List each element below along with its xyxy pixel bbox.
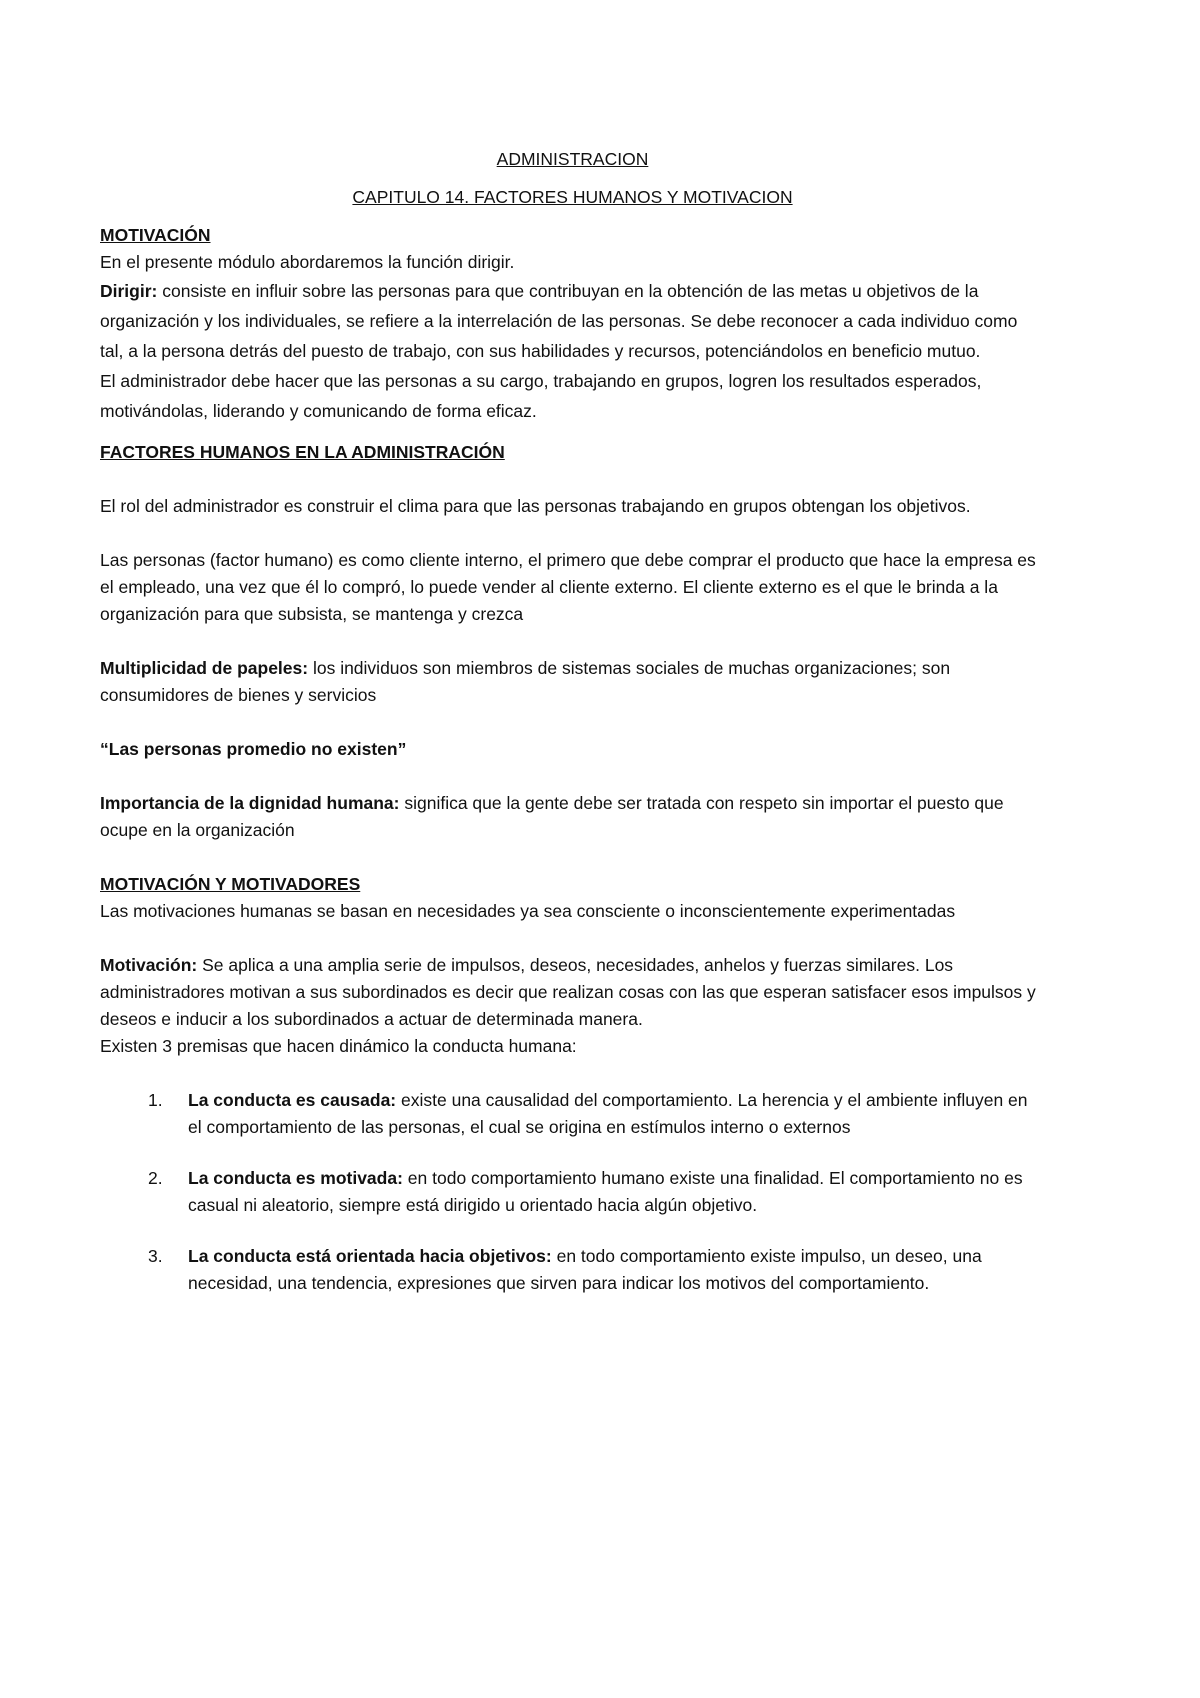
section-heading-motivacion: MOTIVACIÓN bbox=[100, 225, 211, 245]
quote-paragraph: “Las personas promedio no existen” bbox=[100, 739, 407, 759]
personas-paragraph: Las personas (factor humano) es como cliente interno, el primero que debe comprar el producto que hace la empresa es el empleado, una vez que él lo compró, lo puede vender al cliente externo. El cliente externo es el que le brinda a la organización para que subsista, se mantenga y crezca bbox=[100, 550, 1036, 624]
multiplicidad-term: Multiplicidad de papeles: bbox=[100, 658, 309, 678]
premisas-list bbox=[100, 1087, 1045, 1297]
rol-paragraph: El rol del administrador es construir el clima para que las personas trabajando en grupos obtengan los objetivos. bbox=[100, 496, 971, 516]
list-item-text: en todo comportamiento existe impulso, un deseo, una necesidad, una tendencia, expresiones que sirven para indicar los motivos del comportamiento. bbox=[188, 1246, 982, 1293]
list-item bbox=[100, 1087, 1045, 1141]
intro-paragraph: En el presente módulo abordaremos la función dirigir. bbox=[100, 252, 515, 272]
motivacion-paragraph bbox=[100, 952, 1045, 1033]
administrador-paragraph: El administrador debe hacer que las personas a su cargo, trabajando en grupos, logren los resultados esperados, motivándolas, liderando y comunicando de forma eficaz. bbox=[100, 371, 982, 421]
list-item-number: 1. bbox=[148, 1090, 163, 1110]
list-item-text: existe una causalidad del comportamiento. La herencia y el ambiente influyen en el comportamiento de las personas, el cual se origina en estímulos interno o externos bbox=[188, 1090, 1028, 1137]
list-item-number: 3. bbox=[148, 1246, 163, 1266]
document-title: ADMINISTRACION bbox=[496, 149, 649, 169]
dignidad-definition: significa que la gente debe ser tratada con respeto sin importar el puesto que ocupe en la organización bbox=[100, 793, 1004, 840]
dirigir-paragraph bbox=[100, 276, 1045, 366]
multiplicidad-definition: los individuos son miembros de sistemas sociales de muchas organizaciones; son consumidores de bienes y servicios bbox=[100, 658, 951, 705]
dirigir-definition: consiste en influir sobre las personas para que contribuyan en la obtención de las metas u objetivos de la organización y los individuales, se refiere a la interrelación de las personas. Se debe reconocer a cada individuo como tal, a la persona detrás del puesto de trabajo, con sus habilidades y recursos, potenciándolos en beneficio mutuo. bbox=[100, 281, 1018, 361]
list-item-term: La conducta está orientada hacia objetivos: bbox=[188, 1246, 552, 1266]
multiplicidad-paragraph bbox=[100, 655, 1045, 709]
list-item-number: 2. bbox=[148, 1168, 163, 1188]
motivacion-term: Motivación: bbox=[100, 955, 198, 975]
document-body bbox=[100, 146, 1045, 1321]
premisas-intro: Existen 3 premisas que hacen dinámico la conducta humana: bbox=[100, 1036, 577, 1056]
list-item-term: La conducta es causada: bbox=[188, 1090, 397, 1110]
motivaciones-paragraph: Las motivaciones humanas se basan en necesidades ya sea consciente o inconscientemente experimentadas bbox=[100, 901, 956, 921]
section-heading-motivacion-motivadores: MOTIVACIÓN Y MOTIVADORES bbox=[100, 874, 361, 894]
chapter-title: CAPITULO 14. FACTORES HUMANOS Y MOTIVACION bbox=[352, 187, 793, 207]
dignidad-term: Importancia de la dignidad humana: bbox=[100, 793, 400, 813]
list-item bbox=[100, 1165, 1045, 1219]
list-item-text: en todo comportamiento humano existe una finalidad. El comportamiento no es casual ni aleatorio, siempre está dirigido u orientado hacia algún objetivo. bbox=[188, 1168, 1023, 1215]
dignidad-paragraph bbox=[100, 790, 1045, 844]
motivacion-definition: Se aplica a una amplia serie de impulsos, deseos, necesidades, anhelos y fuerzas similares. Los administradores motivan a sus subordinados es decir que realizan cosas con las que esperan satisfacer esos impulsos y deseos e inducir a los subordinados a actuar de determinada manera. bbox=[100, 955, 1036, 1029]
section-factores-humanos bbox=[100, 439, 1045, 844]
section-motivacion-motivadores bbox=[100, 871, 1045, 1297]
dirigir-term: Dirigir: bbox=[100, 281, 158, 301]
section-heading-factores-humanos: FACTORES HUMANOS EN LA ADMINISTRACIÓN bbox=[100, 442, 505, 462]
list-item-term: La conducta es motivada: bbox=[188, 1168, 403, 1188]
list-item bbox=[100, 1243, 1045, 1297]
section-motivacion bbox=[100, 222, 1045, 426]
